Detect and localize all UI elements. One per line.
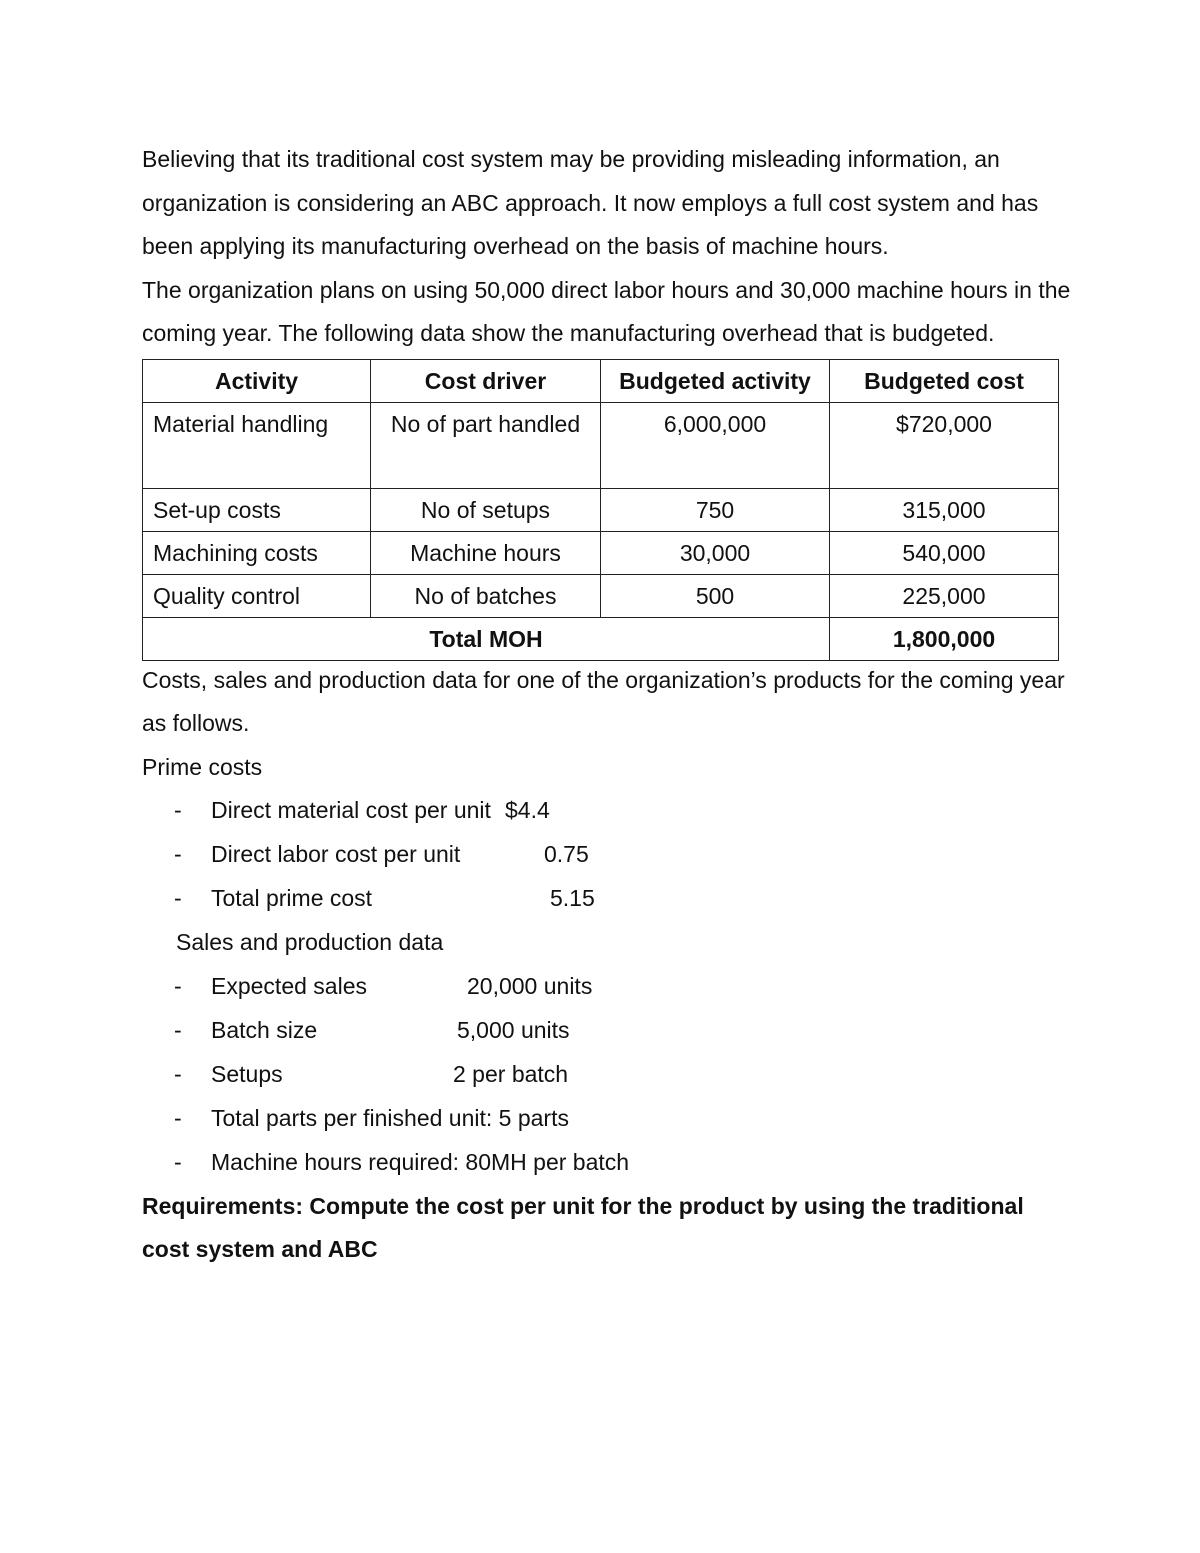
- cell-budgeted-activity: 500: [601, 574, 830, 617]
- dash-bullet: -: [174, 797, 182, 823]
- item-label: Direct material cost per unit: [211, 797, 491, 823]
- table-row: [143, 488, 1059, 531]
- item-label: Total parts per finished unit: 5 parts: [211, 1104, 569, 1131]
- item-value: 20,000 units: [467, 972, 593, 999]
- table-total-row: [143, 617, 1059, 660]
- cell-cost-driver: No of batches: [371, 574, 601, 617]
- prime-costs-heading: Prime costs: [142, 753, 263, 780]
- item-value: 5.15: [550, 885, 595, 911]
- item-value: 0.75: [544, 841, 589, 867]
- list-item: [142, 1141, 1072, 1185]
- list-item: [142, 877, 1072, 921]
- total-moh-value: 1,800,000: [830, 617, 1059, 660]
- prime-costs-list: [142, 789, 1072, 921]
- dash-bullet: -: [174, 841, 182, 867]
- item-label: Total prime cost: [211, 885, 373, 911]
- table-row: [143, 574, 1059, 617]
- cell-budgeted-cost: 225,000: [830, 574, 1059, 617]
- cell-budgeted-activity: 30,000: [601, 531, 830, 574]
- overhead-budget-table: [142, 359, 1059, 661]
- dash-bullet: -: [174, 1060, 182, 1087]
- cell-activity: Quality control: [143, 574, 371, 617]
- table-row: [143, 531, 1059, 574]
- sales-production-list: [142, 965, 1072, 1185]
- intro-paragraph-1: Believing that its traditional cost system may be providing misleading information, an organization is considering an ABC approach. It now employs a full cost system and has been applying its manufacturing overhead on the basis of machine hours.: [142, 146, 1039, 259]
- dash-bullet: -: [174, 1016, 182, 1043]
- cell-budgeted-cost: 315,000: [830, 488, 1059, 531]
- item-value: 5,000 units: [457, 1016, 570, 1043]
- item-label: Batch size: [211, 1016, 318, 1043]
- item-label: Direct labor cost per unit: [211, 841, 461, 867]
- header-budgeted-activity: Budgeted activity: [601, 359, 830, 402]
- product-intro: Costs, sales and production data for one of the organization’s products for the coming year as follows.: [142, 666, 1065, 736]
- dash-bullet: -: [174, 972, 182, 999]
- table-row: [143, 402, 1059, 488]
- cell-budgeted-cost: 540,000: [830, 531, 1059, 574]
- dash-bullet: -: [174, 885, 182, 911]
- requirements-text: Requirements: Compute the cost per unit for the product by using the traditional cost system and ABC: [142, 1192, 1024, 1262]
- item-label: Expected sales: [211, 972, 367, 999]
- item-value: 2 per batch: [453, 1060, 569, 1087]
- document-body: [142, 138, 1072, 1272]
- cell-cost-driver: No of setups: [371, 488, 601, 531]
- cell-cost-driver: Machine hours: [371, 531, 601, 574]
- list-item: [142, 1009, 1072, 1053]
- header-activity: Activity: [143, 359, 371, 402]
- dash-bullet: -: [174, 1104, 182, 1131]
- item-label: Setups: [211, 1060, 283, 1087]
- list-item: [142, 1053, 1072, 1097]
- cell-budgeted-cost: $720,000: [830, 402, 1059, 488]
- cell-cost-driver: No of part handled: [371, 402, 601, 488]
- header-budgeted-cost: Budgeted cost: [830, 359, 1059, 402]
- list-item: [142, 789, 1072, 833]
- header-cost-driver: Cost driver: [371, 359, 601, 402]
- cell-budgeted-activity: 750: [601, 488, 830, 531]
- list-item: [142, 1097, 1072, 1141]
- intro-paragraph-2: The organization plans on using 50,000 direct labor hours and 30,000 machine hours in the coming year. The following data show the manufacturing overhead that is budgeted.: [142, 276, 1071, 346]
- table-header-row: [143, 359, 1059, 402]
- total-moh-label: Total MOH: [143, 617, 830, 660]
- list-item: [142, 833, 1072, 877]
- sales-production-heading: Sales and production data: [176, 929, 444, 955]
- list-item: [142, 965, 1072, 1009]
- item-label: Machine hours required: 80MH per batch: [211, 1148, 630, 1175]
- cell-budgeted-activity: 6,000,000: [601, 402, 830, 488]
- cell-activity: Set-up costs: [143, 488, 371, 531]
- dash-bullet: -: [174, 1148, 182, 1175]
- item-value: $4.4: [505, 797, 550, 823]
- cell-activity: Machining costs: [143, 531, 371, 574]
- cell-activity: Material handling: [143, 402, 371, 488]
